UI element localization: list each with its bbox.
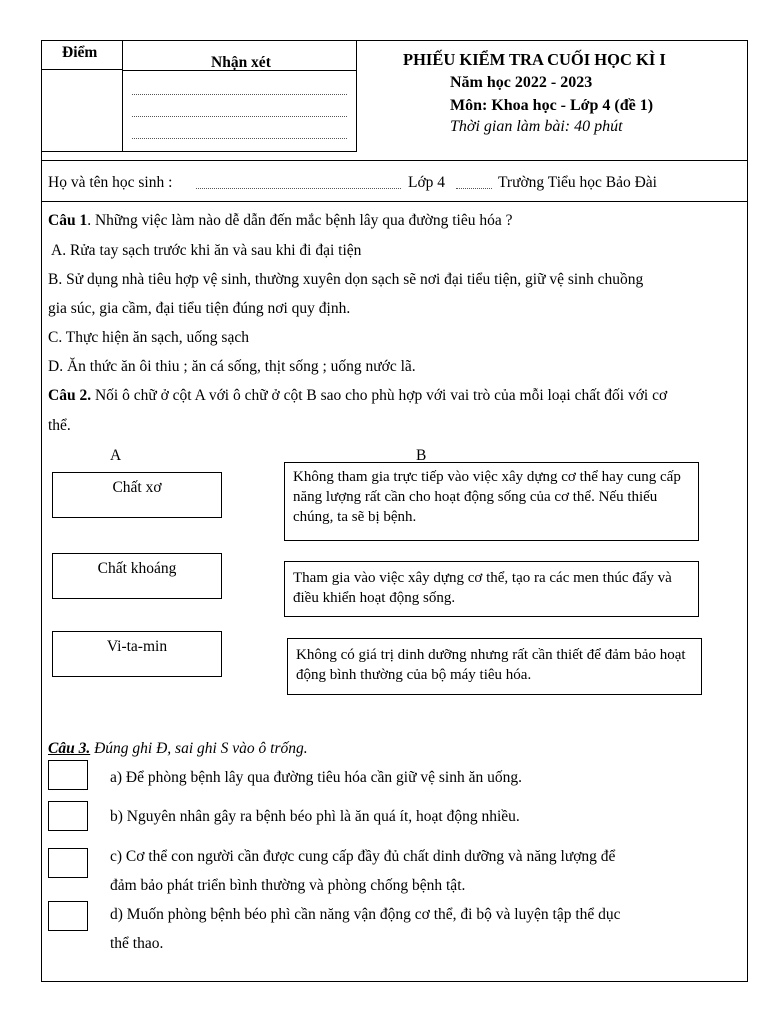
q1-option-b-cont: gia súc, gia cầm, đại tiểu tiện đúng nơi quy định. bbox=[48, 300, 351, 317]
col-b-item: Tham gia vào việc xây dựng cơ thể, tạo ra các men thúc đẩy và điều khiển hoạt động sống. bbox=[293, 570, 672, 606]
col-b-item: Không có giá trị dinh dưỡng nhưng rất cần thiết để đảm bảo hoạt động bình thường của bộ máy tiêu hóa. bbox=[296, 647, 686, 683]
q1-option-b: B. Sử dụng nhà tiêu hợp vệ sinh, thường xuyên dọn sạch sẽ nơi đại tiểu tiện, giữ vệ sinh chuồng bbox=[48, 271, 644, 288]
q1-option-a: A. Rửa tay sạch trước khi ăn và sau khi đi đại tiện bbox=[51, 242, 362, 259]
student-name-dotted-line bbox=[196, 188, 401, 189]
student-name-label: Họ và tên học sinh : bbox=[48, 174, 173, 191]
col-b-box[interactable] bbox=[284, 561, 699, 617]
col-b-box[interactable] bbox=[287, 638, 702, 695]
col-a-item: Chất xơ bbox=[112, 479, 162, 496]
col-a-box[interactable] bbox=[52, 472, 222, 518]
answer-box-d[interactable] bbox=[48, 901, 88, 931]
duration: Thời gian làm bài: 40 phút bbox=[450, 118, 623, 135]
q2-question bbox=[48, 387, 667, 405]
q3-statement-d-cont: thể thao. bbox=[110, 935, 164, 952]
q3-statement-b: b) Nguyên nhân gây ra bệnh béo phì là ăn quá ít, hoạt động nhiều. bbox=[110, 808, 520, 825]
q1-text: . Những việc làm nào dễ dẫn đến mắc bệnh lây qua đường tiêu hóa ? bbox=[87, 212, 513, 229]
answer-box-a[interactable] bbox=[48, 760, 88, 790]
col-b-box[interactable] bbox=[284, 462, 699, 541]
header-divider bbox=[41, 160, 748, 161]
subject: Môn: Khoa học - Lớp 4 (đề 1) bbox=[450, 97, 654, 114]
q2-number: Câu 2. bbox=[48, 387, 92, 404]
col-a-item: Vi-ta-min bbox=[106, 638, 168, 655]
column-b-label: B bbox=[416, 447, 427, 464]
score-label: Điểm bbox=[62, 44, 98, 61]
col-a-item: Chất khoáng bbox=[97, 560, 177, 577]
class-label: Lớp 4 bbox=[408, 174, 446, 191]
q1-option-d: D. Ăn thức ăn ôi thiu ; ăn cá sống, thịt sống ; uống nước lã. bbox=[48, 358, 416, 375]
column-a-label: A bbox=[110, 447, 122, 464]
school-year: Năm học 2022 - 2023 bbox=[450, 74, 593, 91]
q3-instruction: Đúng ghi Đ, sai ghi S vào ô trống. bbox=[90, 740, 308, 757]
q1-number: Câu 1 bbox=[48, 212, 88, 229]
comment-dotted-line bbox=[132, 94, 347, 95]
answer-box-b[interactable] bbox=[48, 801, 88, 831]
col-a-box[interactable] bbox=[52, 631, 222, 677]
student-divider bbox=[41, 201, 748, 202]
q3-statement-c-cont: đảm bảo phát triển bình thường và phòng chống bệnh tật. bbox=[110, 877, 466, 894]
exam-title: PHIẾU KIỂM TRA CUỐI HỌC KÌ I bbox=[403, 50, 666, 69]
comment-label: Nhận xét bbox=[211, 54, 271, 71]
q2-text: Nối ô chữ ở cột A với ô chữ ở cột B sao cho phù hợp với vai trò của mỗi loại chất đối với cơ bbox=[91, 387, 668, 404]
col-a-box[interactable] bbox=[52, 553, 222, 599]
comment-dotted-line bbox=[132, 116, 347, 117]
q3-statement-c: c) Cơ thể con người cần được cung cấp đầy đủ chất dinh dưỡng và năng lượng để bbox=[110, 848, 616, 865]
q3-question bbox=[48, 740, 308, 758]
col-b-item: Không tham gia trực tiếp vào việc xây dựng cơ thể hay cung cấp năng lượng rất cần cho hoạt động sống của cơ thể. Nếu thiếu chúng, ta sẽ bị bệnh. bbox=[293, 469, 681, 525]
q3-statement-a: a) Để phòng bệnh lây qua đường tiêu hóa cần giữ vệ sinh ăn uống. bbox=[110, 769, 522, 786]
comment-dotted-line bbox=[132, 138, 347, 139]
q2-text-cont: thể. bbox=[48, 417, 71, 434]
school-name: Trường Tiểu học Bảo Đài bbox=[498, 174, 657, 191]
answer-box-c[interactable] bbox=[48, 848, 88, 878]
class-dotted-line bbox=[456, 188, 492, 189]
q3-statement-d: d) Muốn phòng bệnh béo phì cần năng vận động cơ thể, đi bộ và luyện tập thể dục bbox=[110, 906, 621, 923]
q3-number: Câu 3. bbox=[48, 740, 91, 757]
q1-option-c: C. Thực hiện ăn sạch, uống sạch bbox=[48, 329, 249, 346]
q1-question bbox=[48, 212, 512, 230]
